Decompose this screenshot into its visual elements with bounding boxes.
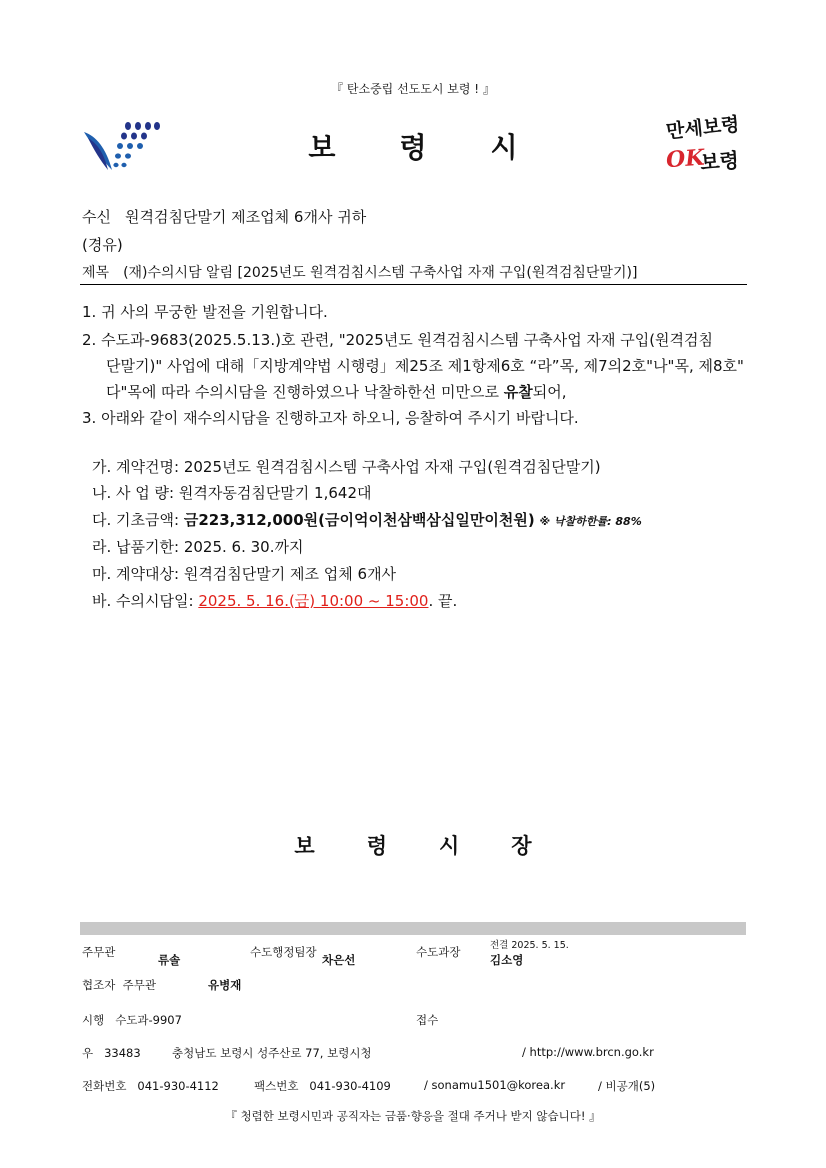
mayor-char: 령 — [366, 834, 387, 858]
enforce-label: 시행 — [82, 1013, 105, 1027]
integrity-slogan: 『 청렴한 보령시민과 공직자는 금품·향응을 절대 주거나 받지 않습니다! 』 — [225, 1109, 601, 1123]
recipient-line — [82, 206, 366, 227]
subject-label: 제목 — [82, 265, 110, 281]
recipient-value: 원격검침단말기 제조업체 6개사 귀하 — [124, 208, 367, 226]
team-role: 수도행정팀장 — [250, 945, 317, 959]
header-divider — [80, 284, 747, 285]
item-value: 금223,312,000원(금이억이천삼백삼십일만이천원) — [183, 511, 535, 529]
item-label: 다. 기초금액: — [92, 511, 180, 529]
item-value: 2025. 6. 30.까지 — [183, 538, 304, 556]
coop-name: 유병재 — [208, 978, 242, 992]
item-value: 2025. 5. 16.(금) 10:00 ~ 15:00 — [198, 592, 429, 610]
disclosure-status: / 비공개(5) — [598, 1079, 656, 1093]
mayor-char: 장 — [511, 834, 532, 858]
failed-bid-word: 유찰 — [503, 383, 533, 401]
item-value: 원격검침단말기 제조 업체 6개사 — [183, 565, 397, 583]
mayor-char: 시 — [439, 834, 460, 858]
item-label: 가. 계약건명: — [92, 458, 180, 476]
postal-label: 우 — [82, 1046, 94, 1060]
drafter-name: 류솔 — [158, 953, 181, 967]
item-contract-target — [92, 563, 396, 584]
mayor-signature — [0, 830, 826, 860]
subject-value: (재)수의시담 알림 [2025년도 원격검침시스템 구축사업 자재 구입(원격검침단말기)] — [123, 265, 638, 281]
paragraph-3: 3. 아래와 같이 재수의시담을 진행하고자 하오니, 응찰하여 주시기 바랍니다. — [82, 409, 579, 427]
coop-role: 주무관 — [122, 978, 156, 992]
phone-label: 전화번호 — [82, 1079, 127, 1093]
postal-code: 33483 — [104, 1046, 141, 1060]
chief-role: 수도과장 — [416, 945, 461, 959]
paragraph-1: 1. 귀 사의 무궁한 발전을 기원합니다. — [82, 303, 328, 321]
svg-text:OK: OK — [665, 144, 706, 174]
team-name: 차은선 — [322, 953, 356, 967]
coop-label: 협조자 — [82, 978, 116, 992]
item-label: 나. 사 업 량: — [92, 484, 175, 502]
item-value: 2025년도 원격검침시스템 구축사업 자재 구입(원격검침단말기) — [183, 458, 601, 476]
receipt-label: 접수 — [416, 1013, 439, 1027]
fax-line — [254, 1078, 391, 1094]
drafter-role: 주무관 — [82, 945, 116, 959]
via-line: (경유) — [82, 236, 123, 254]
footer-bar — [80, 922, 746, 935]
item-quantity — [92, 482, 372, 503]
website-link[interactable]: / http://www.brcn.go.kr — [522, 1045, 654, 1059]
org-char: 시 — [490, 131, 518, 164]
fax-label: 팩스번호 — [254, 1079, 299, 1093]
item-negotiation-date — [92, 590, 457, 611]
item-note: ※ 낙찰하한률: 88% — [539, 515, 642, 528]
recipient-label: 수신 — [82, 208, 111, 226]
mayor-char: 보 — [294, 834, 315, 858]
fax-number: 041-930-4109 — [309, 1079, 391, 1093]
slogan: 『 탄소중립 선도도시 보령 ! 』 — [331, 82, 495, 96]
org-char: 령 — [399, 131, 427, 164]
item-value: 원격자동검침단말기 1,642대 — [178, 484, 372, 502]
svg-text:만세보령: 만세보령 — [665, 113, 741, 143]
paragraph-2-line-3 — [106, 380, 567, 404]
org-char: 보 — [308, 131, 336, 164]
paragraph-2-text-a: 다"목에 따라 수의시담을 진행하였으나 낙찰하한선 미만으로 — [106, 383, 504, 401]
phone-line — [82, 1078, 219, 1094]
item-contract-name — [92, 456, 601, 477]
brand-slogan-logo — [664, 108, 748, 178]
paragraph-2-line-1: 2. 수도과-9683(2025.5.13.)호 관련, "2025년도 원격검침시스템 구축사업 자재 구입(원격검침 — [82, 331, 714, 349]
item-label: 바. 수의시담일: — [92, 592, 194, 610]
paragraph-2-line-2: 단말기)" 사업에 대해「지방계약법 시행령」제25조 제1항제6호 “라”목, 제7의2호"나"목, 제8호" — [106, 357, 744, 375]
item-label: 마. 계약대상: — [92, 565, 180, 583]
svg-text:보령: 보령 — [699, 148, 740, 175]
enforce-value: 수도과-9907 — [115, 1013, 182, 1027]
email-link[interactable]: / sonamu1501@korea.kr — [424, 1078, 566, 1092]
enforcement-line — [82, 1012, 182, 1028]
item-base-price — [92, 509, 642, 530]
item-end: . 끝. — [428, 592, 458, 610]
item-delivery-deadline — [92, 536, 303, 557]
cooperator-line — [82, 977, 156, 993]
decision-note: 전결 2025. 5. 15. — [490, 940, 569, 951]
address: 충청남도 보령시 성주산로 77, 보령시청 — [172, 1046, 372, 1060]
chief-name: 김소영 — [490, 953, 524, 967]
paragraph-2-text-c: 되어, — [532, 383, 567, 401]
subject-line — [82, 262, 637, 282]
phone-number: 041-930-4112 — [137, 1079, 219, 1093]
postal-line — [82, 1045, 141, 1061]
item-label: 라. 납품기한: — [92, 538, 180, 556]
